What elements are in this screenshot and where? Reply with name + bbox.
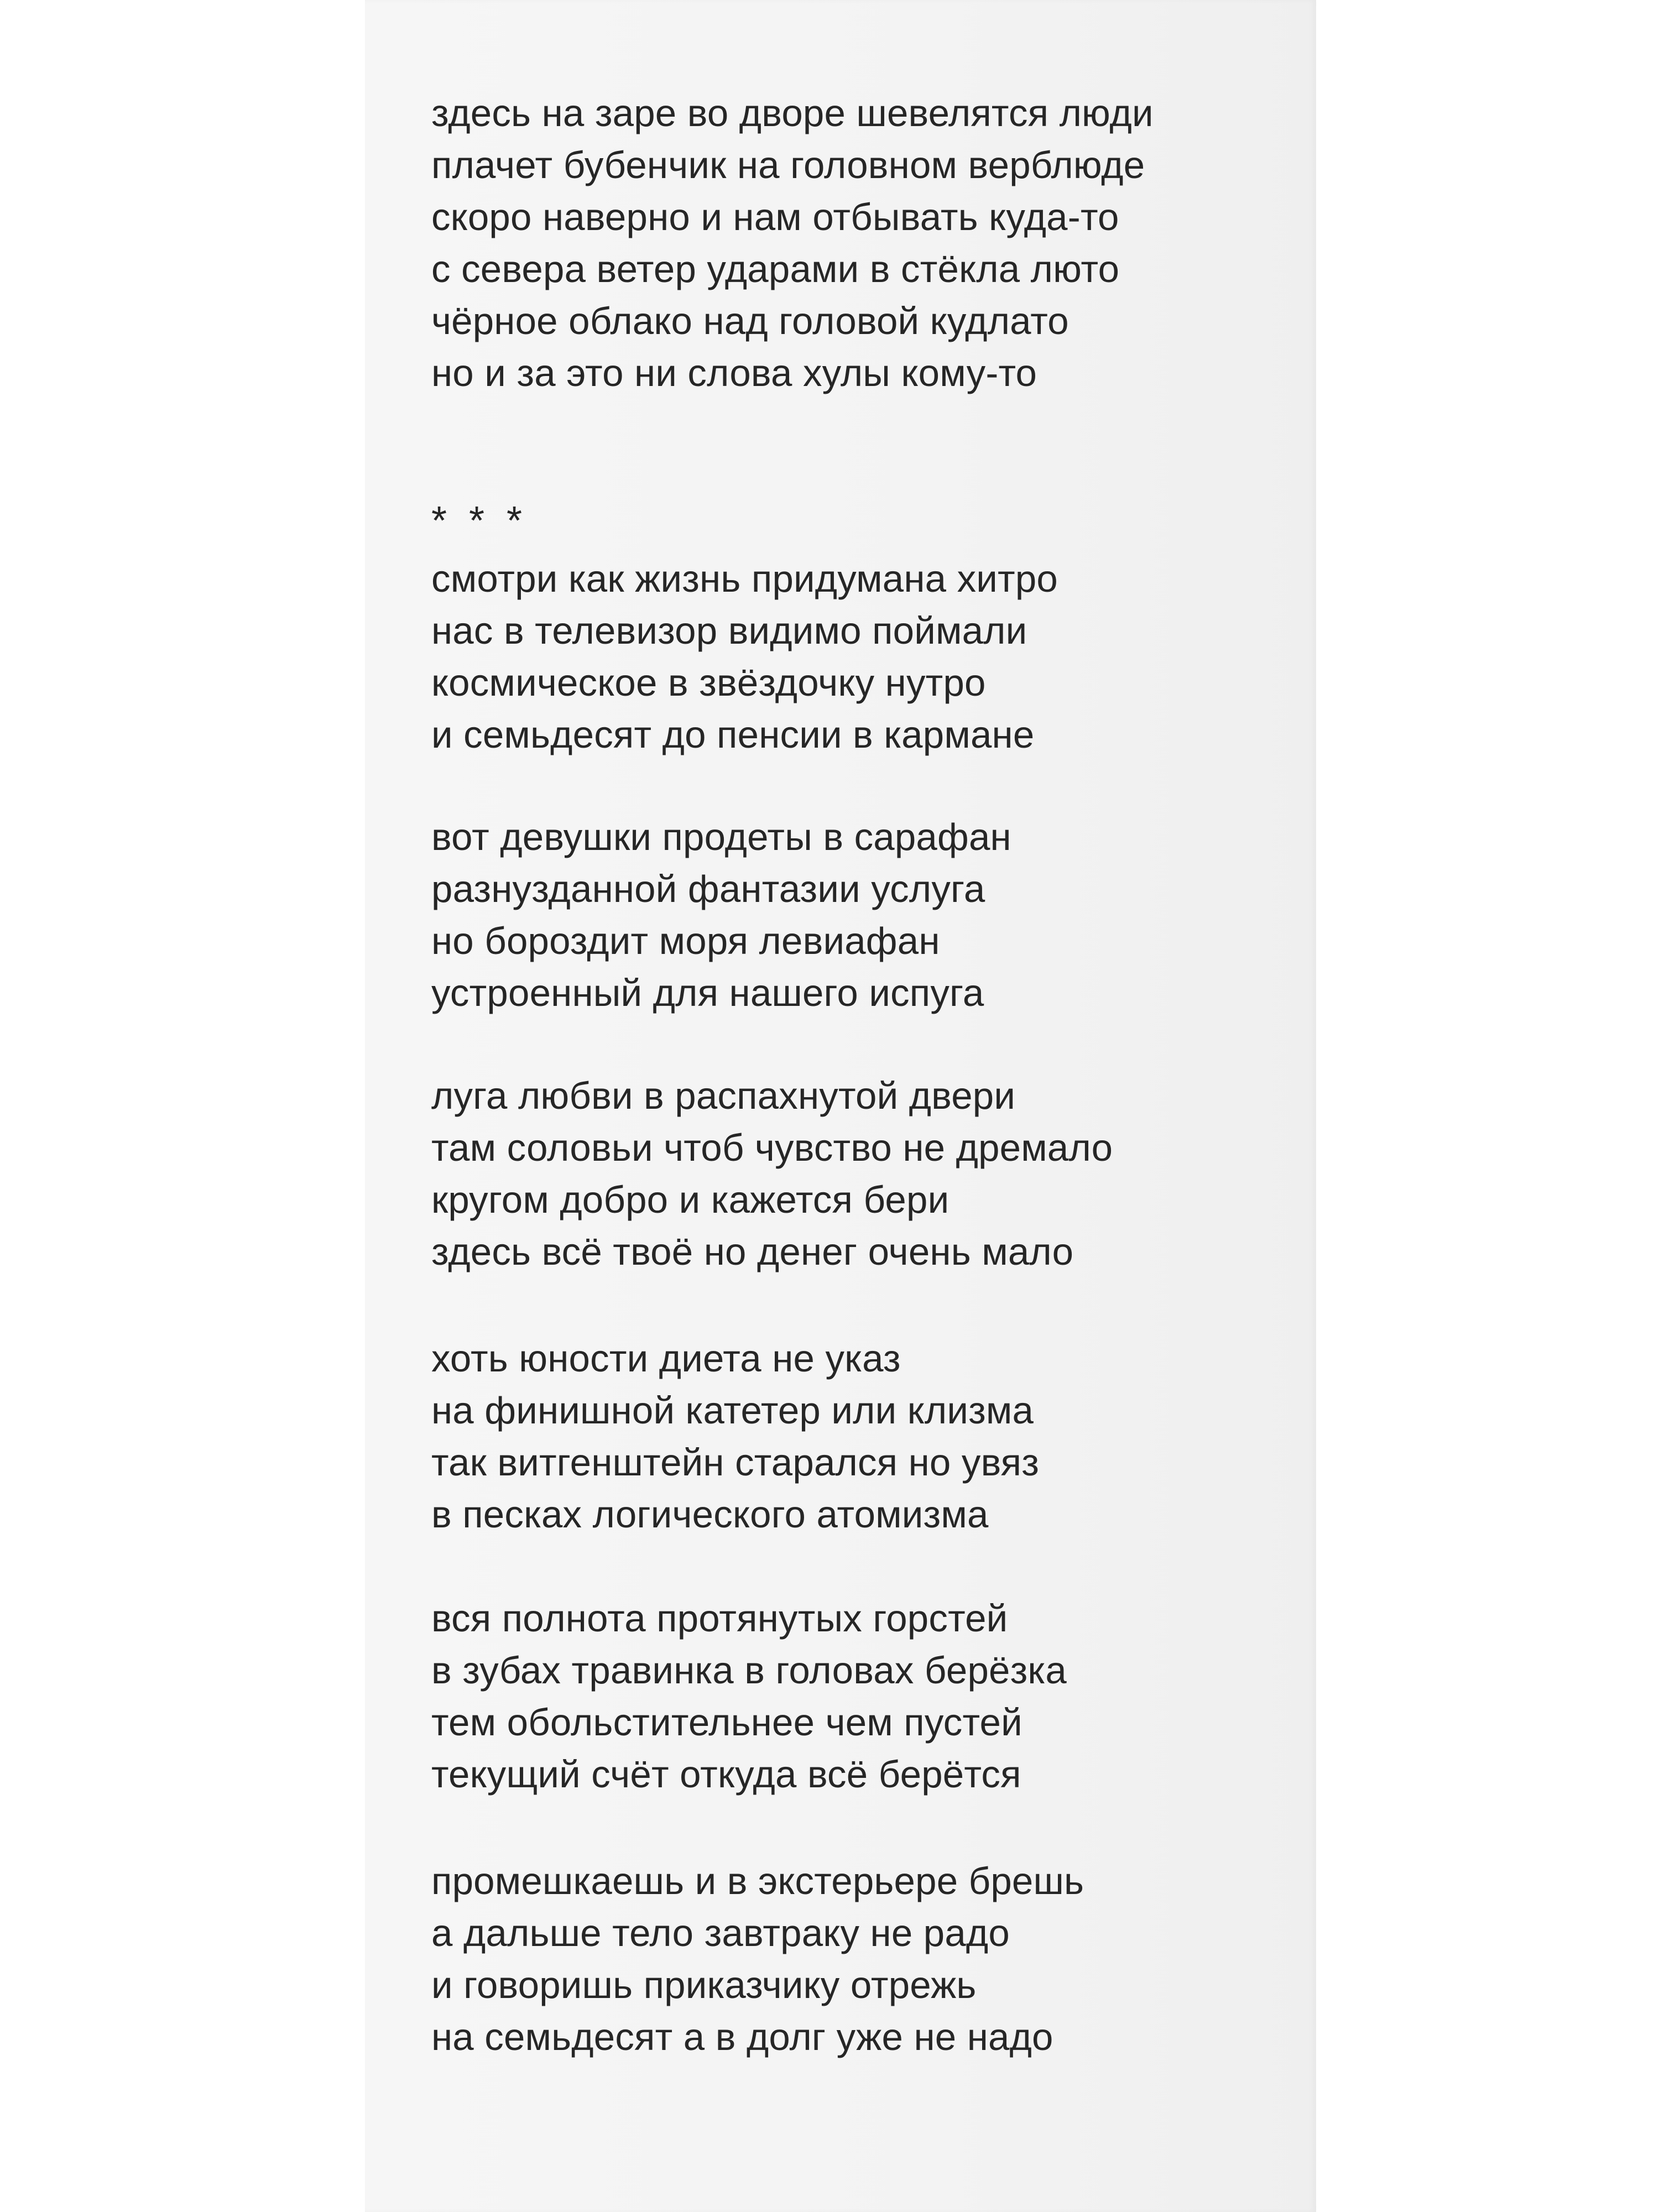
poem-line: так витгенштейн старался но увяз (431, 1441, 1040, 1484)
poem-line: там соловьи чтоб чувство не дремало (431, 1126, 1113, 1169)
poem-two-stanza-1 (431, 553, 1058, 761)
poem-two-stanza-5 (431, 1593, 1067, 1801)
poem-line: чёрное облако над головой кудлато (431, 300, 1069, 342)
poem-line: смотри как жизнь придумана хитро (431, 557, 1058, 600)
poem-line: промешкаешь и в экстерьере брешь (431, 1860, 1084, 1902)
poem-line: в песках логического атомизма (431, 1493, 989, 1536)
poem-separator: * * * (431, 499, 528, 543)
poem-line: вся полнота протянутых горстей (431, 1597, 1008, 1640)
poem-line: хоть юности диета не указ (431, 1337, 901, 1380)
poem-line: но и за это ни слова хулы кому-то (431, 352, 1037, 394)
poem-line: и семьдесят до пенсии в кармане (431, 713, 1035, 756)
poem-line: но бороздит моря левиафан (431, 920, 940, 962)
poem-line: и говоришь приказчику отрежь (431, 1964, 977, 2006)
poem-line: скоро наверно и нам отбывать куда-то (431, 196, 1119, 238)
poem-line: текущий счёт откуда всё берётся (431, 1753, 1021, 1796)
poem-line: в зубах травинка в головах берёзка (431, 1649, 1067, 1692)
poem-line: здесь всё твоё но денег очень мало (431, 1230, 1074, 1273)
poem-line: на финишной катетер или клизма (431, 1389, 1034, 1432)
poem-line: плачет бубенчик на головном верблюде (431, 144, 1145, 186)
poem-line: устроенный для нашего испуга (431, 972, 984, 1014)
poem-two-stanza-2 (431, 811, 1011, 1019)
poem-line: вот девушки продеты в сарафан (431, 816, 1011, 858)
poem-line: разнузданной фантазии услуга (431, 868, 985, 910)
poem-line: с севера ветер ударами в стёкла люто (431, 248, 1120, 290)
poem-line: а дальше тело завтраку не радо (431, 1912, 1010, 1954)
poem-line: нас в телевизор видимо поймали (431, 609, 1027, 652)
poem-line: кругом добро и кажется бери (431, 1178, 950, 1221)
poem-two-stanza-4 (431, 1333, 1039, 1541)
poem-line: здесь на заре во дворе шевелятся люди (431, 92, 1154, 134)
poem-one-stanza (431, 87, 1154, 399)
poem-line: луга любви в распахнутой двери (431, 1074, 1016, 1117)
poem-two-stanza-6 (431, 1855, 1084, 2063)
poem-line: на семьдесят а в долг уже не надо (431, 2016, 1053, 2058)
poem-line: тем обольстительнее чем пустей (431, 1701, 1022, 1744)
poem-line: космическое в звёздочку нутро (431, 661, 986, 704)
poem-two-stanza-3 (431, 1070, 1113, 1278)
